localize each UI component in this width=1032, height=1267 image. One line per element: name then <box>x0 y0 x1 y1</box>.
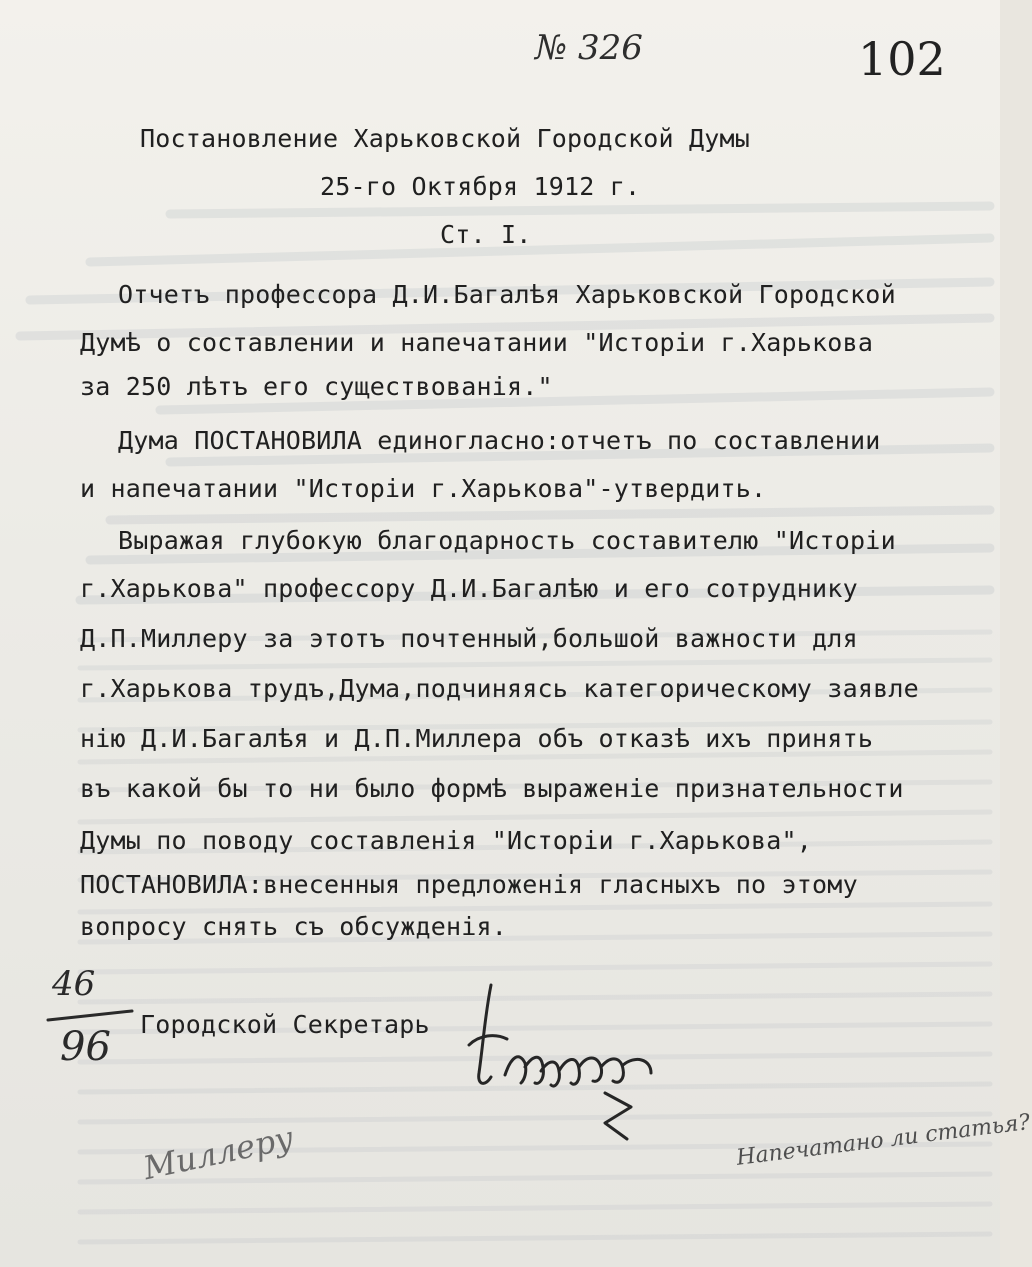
margin-note-left: Миллеру <box>140 1118 297 1188</box>
paragraph-line: г.Харькова трудъ,Дума,подчиняясь категорическому заявле <box>80 674 919 703</box>
paragraph-line: вопросу снять съ обсужденія. <box>80 912 508 941</box>
sheet-number: 102 <box>858 32 946 86</box>
paragraph-line: г.Харькова" профессору Д.И.Багалѣю и его сотруднику <box>80 574 858 603</box>
paragraph-line: Отчетъ профессора Д.И.Багалѣя Харьковской Городской <box>118 280 896 309</box>
folio-fraction-bar <box>46 1008 136 1024</box>
paragraph-line: и напечатании "Исторіи г.Харькова"-утвердить. <box>80 474 767 503</box>
paragraph-line: въ какой бы то ни было формѣ выраженіе признательности <box>80 774 904 803</box>
paragraph-line: ПОСТАНОВИЛА:внесенныя предложенія гласныхъ по этому <box>80 870 858 899</box>
paragraph-line: Думы по поводу составленія "Исторіи г.Харькова", <box>80 826 813 855</box>
paragraph-line: Дума ПОСТАНОВИЛА единогласно:отчетъ по составлении <box>118 426 881 455</box>
paragraph-line: нію Д.И.Багалѣя и Д.П.Миллера объ отказѣ ихъ принять <box>80 724 874 753</box>
paragraph-line: за 250 лѣтъ его существованія." <box>80 372 553 401</box>
article-number: Ст. I. <box>440 220 532 249</box>
document-number-mark: № 326 <box>535 28 643 68</box>
signatory-title: Городской Секретарь <box>140 1010 430 1039</box>
paragraph-line: Думѣ о составлении и напечатании "Исторіи г.Харькова <box>80 328 874 357</box>
margin-note-right: Напечатано ли статья? <box>735 1109 1032 1171</box>
document-title: Постановление Харьковской Городской Думы <box>140 124 751 153</box>
paragraph-line: Выражая глубокую благодарность составителю "Исторіи <box>118 526 896 555</box>
signature <box>455 975 685 1155</box>
document-date: 25-го Октября 1912 г. <box>320 172 641 201</box>
paragraph-line: Д.П.Миллеру за этотъ почтенный,большой важности для <box>80 624 858 653</box>
folio-denominator: 96 <box>60 1024 111 1070</box>
folio-numerator: 46 <box>52 964 96 1004</box>
